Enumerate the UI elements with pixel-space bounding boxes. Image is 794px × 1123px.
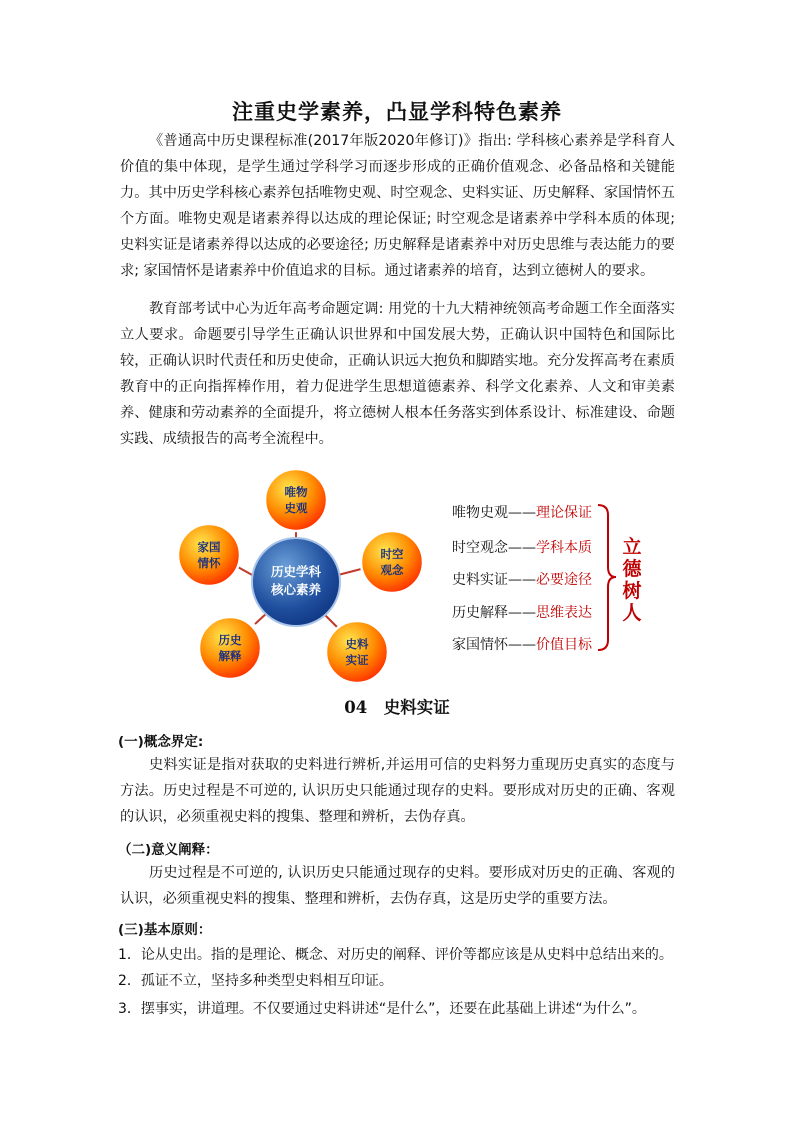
node-label: 唯物: [284, 485, 308, 499]
mapping-list: [452, 504, 593, 653]
principle-item: 1．论从史出。指的是理论、概念、对历史的阐释、评价等都应该是从史料中总结出来的。: [118, 947, 673, 963]
significance-paragraph: 历史过程是不可逆的, 认识历史只能通过现存的史料。要形成对历史的正确、客观的认识，必须重视史料的搜集、整理和辨析，去伪存真，这是历史学的重要方法。: [120, 865, 675, 907]
core-literacy-diagram: [160, 470, 650, 690]
mapping-row: 史料实证——必要途径: [452, 572, 592, 588]
center-label-line1: 历史学科: [270, 564, 322, 579]
section-title: 04 史料实证: [344, 698, 450, 717]
mapping-row: 时空观念——学科本质: [452, 540, 592, 556]
brace: [598, 505, 616, 650]
node-evidence: [326, 621, 388, 683]
node-interpretation: [199, 617, 261, 679]
node-label: 时空: [380, 547, 404, 561]
node-materialism: [265, 470, 327, 531]
node-space-time: [361, 531, 423, 593]
node-label: 实证: [345, 653, 369, 667]
node-label: 历史: [218, 633, 242, 647]
node-label: 家国: [197, 540, 221, 554]
node-patriotism: [178, 524, 240, 586]
goal-char: 立: [622, 536, 642, 558]
node-label: 情怀: [197, 556, 221, 570]
node-label: 史观: [284, 501, 308, 515]
intro-paragraph: 《普通高中历史课程标准(2017年版2020年修订)》指出: 学科核心素养是学科育人价值的集中体现，是学生通过学科学习而逐步形成的正确价值观念、必备品格和关键能力。其中历史学科核心素养包括唯物史观、时空观念、史料实证、历史解释、家国情怀五个方面。唯物史观是诸素养得以达成的理论保证; 时空观念是诸素养中学科本质的体现; 史料实证是诸素养得以达成的必要途径; 历史解释是诸素养中对历史思维与表达能力的要求; 家国情怀是诸素养中价值追求的目标。通过诸素养的培育，达到立德树人的要求。: [120, 133, 675, 279]
goal-char: 人: [622, 602, 642, 624]
exam-center-paragraph: 教育部考试中心为近年高考命题定调: 用党的十九大精神统领高考命题工作全面落实立人要求。命题要引导学生正确认识世界和中国发展大势，正确认识中国特色和国际比较，正确认识时代责任和历史使命，正确认识远大抱负和脚踏实地。充分发挥高考在素质教育中的正向指挥棒作用，着力促进学生思想道德素养、科学文化素养、人文和审美素养、健康和劳动素养的全面提升，将立德树人根本任务落实到体系设计、标准建设、命题实践、成绩报告的高考全流程中。: [120, 301, 675, 447]
definition-paragraph: 史料实证是指对获取的史料进行辨析,并运用可信的史料努力重现历史真实的态度与方法。历史过程是不可逆的, 认识历史只能通过现存的史料。要形成对历史的正确、客观的认识，必须重视史料的搜集、整理和辨析，去伪存真。: [120, 757, 675, 825]
mapping-row: 家国情怀——价值目标: [452, 637, 592, 653]
mapping-row: 唯物史观——理论保证: [452, 505, 592, 521]
goal-text: [622, 535, 642, 624]
node-label: 观念: [380, 563, 404, 577]
goal-char: 树: [622, 580, 642, 602]
node-label: 史料: [345, 637, 369, 651]
heading-definition: (一)概念界定:: [118, 734, 204, 750]
mapping-row: 历史解释——思维表达: [452, 605, 592, 621]
principle-item: 2．孤证不立，坚持多种类型史料相互印证。: [118, 973, 393, 989]
center-node: [252, 538, 340, 626]
heading-principles: (三)基本原则：: [118, 922, 212, 938]
principle-item: 3．摆事实，讲道理。不仅要通过史料讲述“是什么”，还要在此基础上讲述“为什么”。: [118, 1001, 646, 1017]
heading-significance: （二)意义阐释：: [118, 842, 219, 858]
page-title: 注重史学素养，凸显学科特色素养: [232, 99, 562, 124]
node-label: 解释: [218, 649, 242, 663]
goal-char: 德: [622, 558, 642, 580]
center-label-line2: 核心素养: [270, 582, 322, 597]
